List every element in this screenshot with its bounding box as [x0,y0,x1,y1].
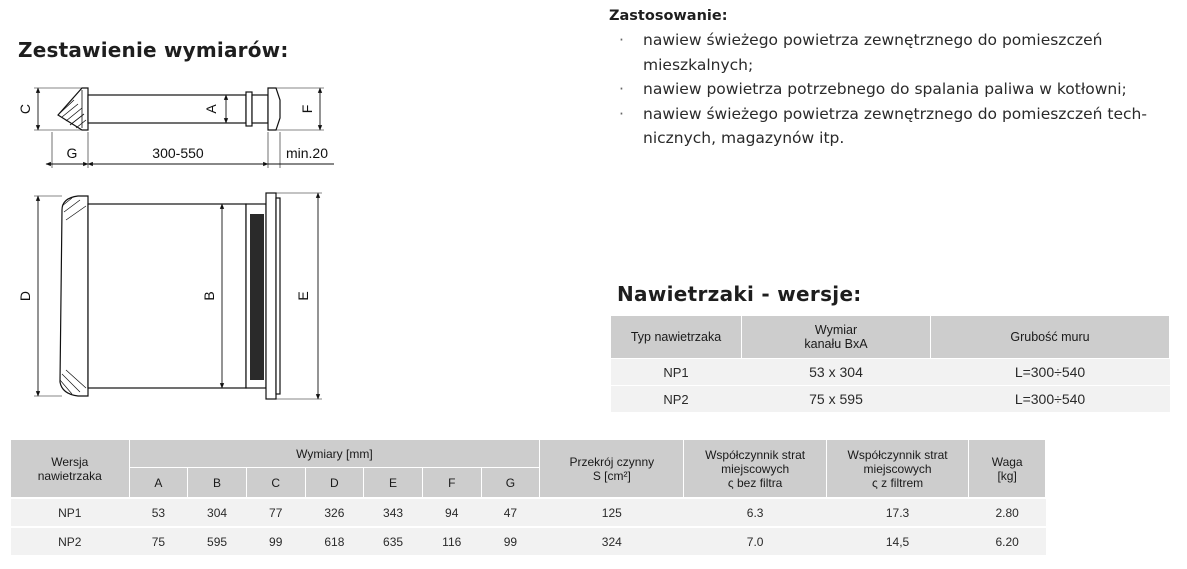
header-version: Wersja nawietrzaka [11,440,130,499]
cell-dim-g: 99 [481,527,540,555]
cell-dim-b: 595 [188,527,247,555]
cell-wall-thickness: L=300÷540 [931,359,1170,386]
bullet-dot: · [619,80,624,98]
table-row [611,359,1170,386]
list-item-text: nawiew świeżego powietrza zewnętrznego do pomieszczeń tech- nicznych, magazynów itp. [643,104,1147,147]
versions-title: Nawietrzaki - wersje: [617,282,862,306]
list-item-text: nawiew świeżego powietrza zewnętrznego do pomieszczeń mieszkalnych; [643,31,1103,74]
cell-dim-f: 116 [422,527,481,555]
cell-area: 324 [540,527,684,555]
cell-dim-d: 326 [305,498,364,527]
cell-loss-no-filter: 7.0 [684,527,826,555]
cell-dim-e: 635 [364,527,423,555]
table-header-row [611,316,1170,359]
list-item-text: nawiew powietrza potrzebnego do spalania paliwa w kotłowni; [643,80,1127,98]
cell-dim-f: 94 [422,498,481,527]
front-view [34,193,322,399]
label-min-gap: min.20 [285,145,329,161]
header-area: Przekrój czynny S [cm²] [540,440,684,499]
dimensions-title: Zestawienie wymiarów: [18,38,289,62]
header-loss-filter: Współczynnik strat miejscowych ς z filtrem [826,440,968,499]
label-length-range: 300-550 [152,145,204,161]
versions-table [610,315,1170,413]
cell-loss-filter: 17.3 [826,498,968,527]
header-dim-a: A [129,468,188,498]
bullet-dot: · [619,104,624,123]
header-loss-no-filter: Współczynnik strat miejscowych ς bez filtra [684,440,826,499]
header-type: Typ nawietrzaka [611,316,742,359]
cell-type: NP2 [611,386,742,413]
cell-channel-size: 53 x 304 [742,359,931,386]
cell-dim-b: 304 [188,498,247,527]
cell-loss-no-filter: 6.3 [684,498,826,527]
cell-dim-c: 77 [246,498,305,527]
cell-dim-d: 618 [305,527,364,555]
cell-loss-filter: 14,5 [826,527,968,555]
cell-version: NP2 [11,527,130,555]
list-item [616,77,1176,102]
header-dim-g: G [481,468,540,498]
cell-weight: 6.20 [969,527,1046,555]
header-dim-b: B [188,468,247,498]
label-b: B [201,291,217,301]
bullet-dot: · [619,31,624,49]
table-header-row [11,440,1046,468]
cell-weight: 2.80 [969,498,1046,527]
cell-type: NP1 [611,359,742,386]
label-f: F [299,104,315,114]
dimensions-table [10,439,1046,555]
application-title: Zastosowanie: [609,8,728,24]
label-g: G [66,145,78,161]
cell-version: NP1 [11,498,130,527]
header-weight: Waga [kg] [969,440,1046,499]
label-e: E [295,291,311,301]
header-dimensions-group: Wymiary [mm] [129,440,540,468]
label-a: A [203,104,219,114]
cell-channel-size: 75 x 595 [742,386,931,413]
list-item [616,28,1176,77]
header-dim-c: C [246,468,305,498]
header-dim-e: E [364,468,423,498]
header-dim-f: F [422,468,481,498]
cell-dim-a: 53 [129,498,188,527]
list-item [616,102,1176,151]
cell-dim-g: 47 [481,498,540,527]
cell-wall-thickness: L=300÷540 [931,386,1170,413]
header-dim-d: D [305,468,364,498]
cell-dim-a: 75 [129,527,188,555]
header-channel-size: Wymiar kanału BxA [742,316,931,359]
cell-dim-c: 99 [246,527,305,555]
label-c: C [17,103,33,115]
label-d: D [17,290,33,302]
table-row [11,498,1046,527]
table-row [11,527,1046,555]
cell-dim-e: 343 [364,498,423,527]
dimension-drawing [0,60,340,410]
table-row [611,386,1170,413]
cell-area: 125 [540,498,684,527]
header-wall-thickness: Grubość muru [931,316,1170,359]
application-list [616,28,1176,151]
